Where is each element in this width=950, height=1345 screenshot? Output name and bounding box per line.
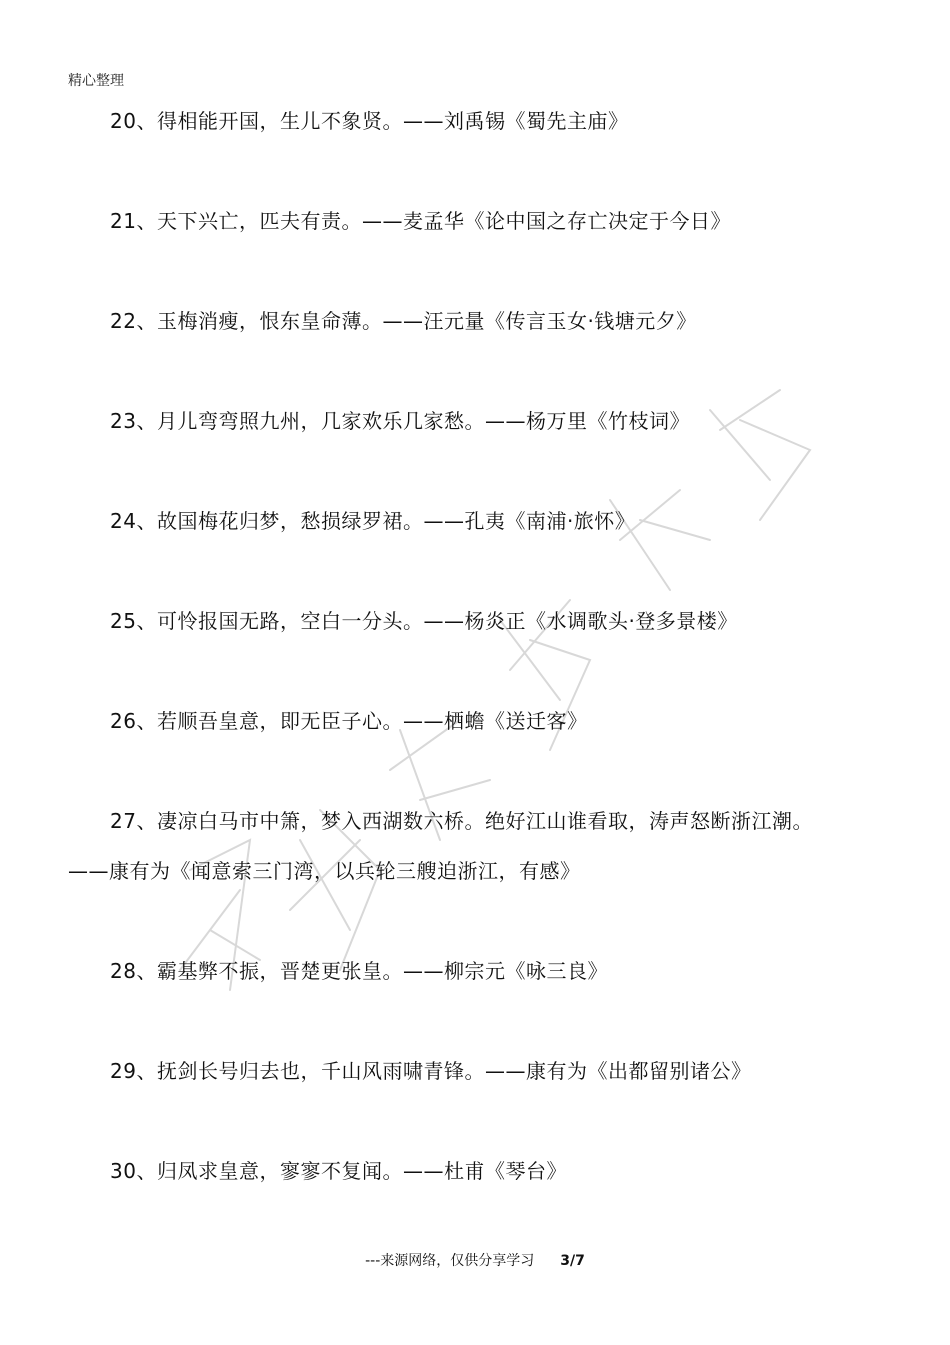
entry-23: 23、月儿弯弯照九州，几家欢乐几家愁。——杨万里《竹枝词》 — [110, 409, 690, 433]
page-footer — [0, 1250, 950, 1270]
page-number: 3/7 — [560, 1253, 585, 1269]
watermark — [120, 370, 840, 1010]
entry-27-line1: 27、凄凉白马市中箫，梦入西湖数六桥。绝好江山谁看取，涛声怒断浙江潮。 — [110, 809, 813, 833]
entry-28: 28、霸基弊不振，晋楚更张皇。——柳宗元《咏三良》 — [110, 959, 608, 983]
footer-source: ---来源网络，仅供分享学习 — [365, 1253, 535, 1269]
entry-24: 24、故国梅花归梦，愁损绿罗裙。——孔夷《南浦·旅怀》 — [110, 509, 636, 533]
entry-26: 26、若顺吾皇意，即无臣子心。——栖蟾《送迁客》 — [110, 709, 588, 733]
entry-27-line2: ——康有为《闻意索三门湾，以兵轮三艘迫浙江，有感》 — [68, 859, 581, 883]
entry-29: 29、抚剑长号归去也，千山风雨啸青锋。——康有为《出都留别诸公》 — [110, 1059, 752, 1083]
entry-20: 20、得相能开国，生儿不象贤。——刘禹锡《蜀先主庙》 — [110, 109, 629, 133]
entry-30: 30、归凤求皇意，寥寥不复闻。——杜甫《琴台》 — [110, 1159, 567, 1183]
header-label: 精心整理 — [68, 73, 124, 89]
entry-21: 21、天下兴亡，匹夫有责。——麦孟华《论中国之存亡决定于今日》 — [110, 209, 731, 233]
entry-25: 25、可怜报国无路，空白一分头。——杨炎正《水调歌头·登多景楼》 — [110, 609, 738, 633]
entry-22: 22、玉梅消瘦，恨东皇命薄。——汪元量《传言玉女·钱塘元夕》 — [110, 309, 697, 333]
